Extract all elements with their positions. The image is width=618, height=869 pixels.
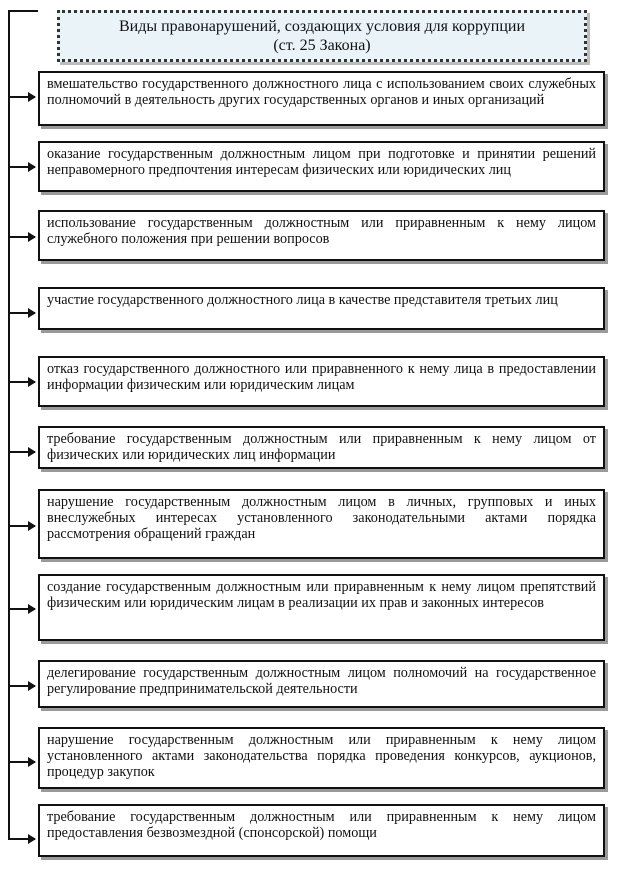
violation-item-11 [38, 804, 605, 857]
violation-text-5: отказ государственного должностного или приравненного к нему лица в предоставлении информации физическим или юридическим лицам [47, 361, 596, 393]
violation-text-7: нарушение государственным должностным лицом в личных, групповых и иных внеслужебных интересах установленного законодательными актами порядка рассмотрения обращений граждан [47, 494, 596, 542]
arrow-3 [9, 236, 35, 238]
arrow-6 [9, 451, 35, 453]
violation-text-11: требование государственным должностным или приравненным к нему лицом предоставления безвозмездной (спонсорской) помощи [47, 809, 596, 841]
header-title: Виды правонарушений, создающих условия для коррупции [118, 18, 526, 35]
violation-text-9: делегирование государственным должностным лицом полномочий на государственное регулирование предпринимательской деятельности [47, 665, 596, 697]
violation-text-10: нарушение государственным должностным или приравненным к нему лицом установленного актами законодательства порядка проведения конкурсов, аукционов, процедур закупок [47, 732, 596, 780]
violation-item-5 [38, 356, 605, 407]
diagram-header [57, 10, 587, 62]
violation-item-4 [38, 287, 605, 330]
arrow-7 [9, 525, 35, 527]
violation-text-6: требование государственным должностным или приравненным к нему лицом от физических или юридических лиц информации [47, 431, 596, 463]
arrow-1 [9, 96, 35, 98]
violation-text-8: создание государственным должностным или приравненным к нему лицом препятствий физическим или юридическим лицам в реализации их прав и законных интересов [47, 579, 596, 611]
violation-item-1 [38, 71, 605, 126]
arrow-4 [9, 312, 35, 314]
violation-item-7 [38, 489, 605, 559]
header-subtitle: (ст. 25 Закона) [273, 37, 371, 54]
violation-item-6 [38, 426, 605, 469]
violation-item-9 [38, 660, 605, 708]
arrow-2 [9, 166, 35, 168]
violation-text-2: оказание государственным должностным лицом при подготовке и принятии решений неправомерного предпочтения интересам физических или юридических лиц [47, 146, 596, 178]
violation-item-3 [38, 210, 605, 261]
violation-item-10 [38, 727, 605, 789]
violation-text-4: участие государственного должностного лица в качестве представителя третьих лиц [47, 292, 558, 308]
violation-text-1: вмешательство государственного должностного лица с использованием своих служебных полномочий в деятельность других государственных органов и иных организаций [47, 76, 596, 108]
arrow-11 [9, 838, 35, 840]
arrow-10 [9, 761, 35, 763]
connector-top-line [8, 10, 38, 12]
arrow-9 [9, 685, 35, 687]
violation-item-8 [38, 574, 605, 641]
connector-spine [8, 10, 10, 840]
violation-text-3: использование государственным должностным или приравненным к нему лицом служебного положения при решении вопросов [47, 215, 596, 247]
violation-item-2 [38, 141, 605, 192]
arrow-8 [9, 608, 35, 610]
arrow-5 [9, 381, 35, 383]
